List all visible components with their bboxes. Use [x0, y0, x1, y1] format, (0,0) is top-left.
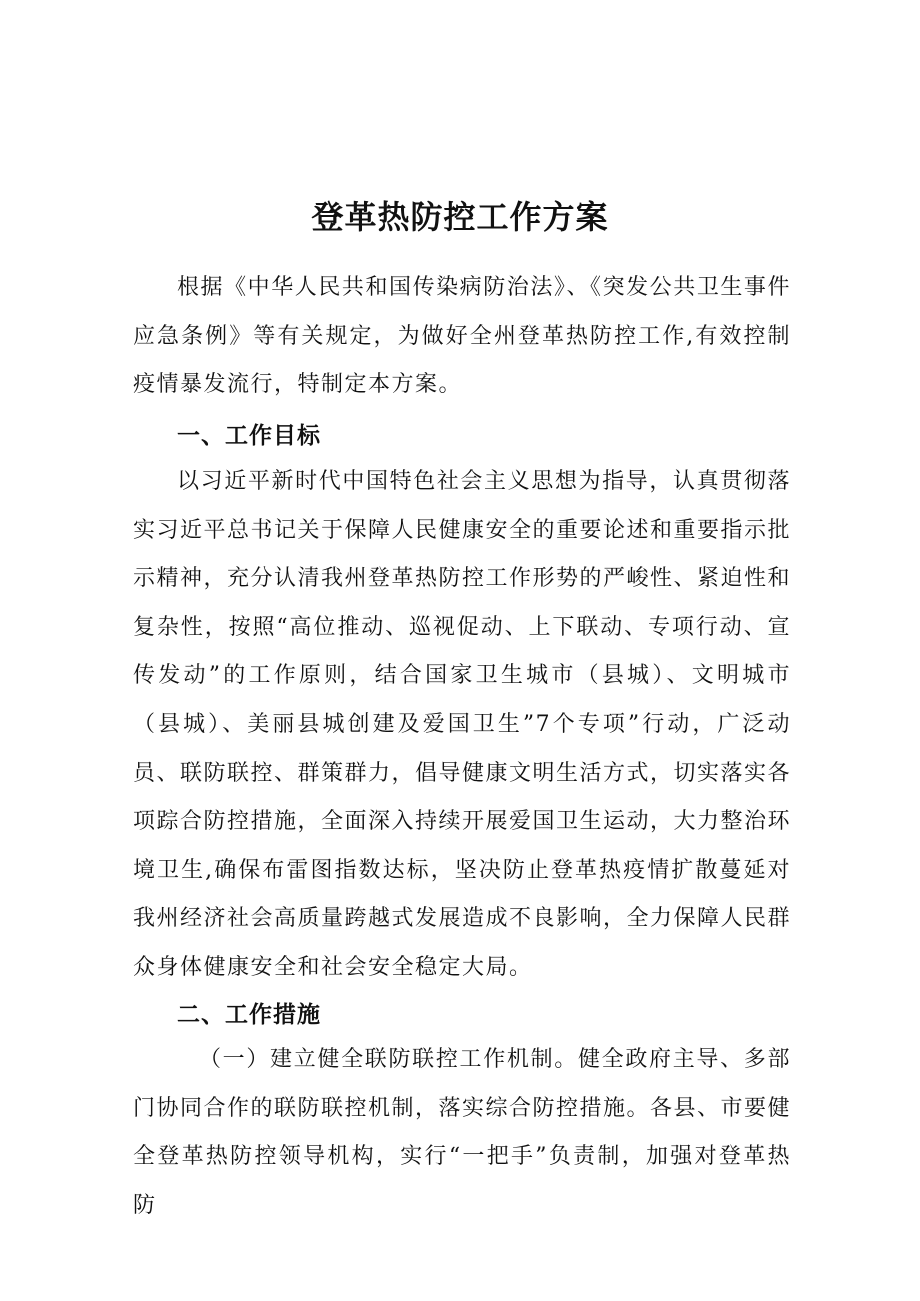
- document-title: 登革热防控工作方案: [311, 198, 609, 237]
- section-heading-work-measures: 二、工作措施: [177, 1002, 321, 1028]
- intro-paragraph: 根据《中华人民共和国传染病防治法》、《突发公共卫生事件应急条例》等有关规定，为做好全州登革热防控工作,有效控制疫情暴发流行，特制定本方案。: [133, 275, 791, 398]
- section-heading-work-goals: 一、工作目标: [177, 423, 321, 449]
- work-measures-paragraph: （一）建立健全联防联控工作机制。健全政府主导、多部门协同合作的联防联控机制，落实综合防控措施。各县、市要健全登革热防控领导机构，实行“一把手”负责制，加强对登革热防: [133, 1047, 792, 1218]
- work-goals-paragraph: 以习近平新时代中国特色社会主义思想为指导，认真贯彻落实习近平总书记关于保障人民健康安全的重要论述和重要指示批示精神，充分认清我州登革热防控工作形势的严峻性、紧迫性和复杂性，按照“高位推动、巡视促动、上下联动、专项行动、宣传发动”的工作原则，结合国家卫生城市（县城）、文明城市（县城）、美丽县城创建及爱国卫生”7个专项”行动，广泛动员、联防联控、群策群力，倡导健康文明生活方式，切实落实各项踪合防控措施，全面深入持续开展爱国卫生运动，大力整治环境卫生,确保布雷图指数达标，坚决防止登革热疫情扩散蔓延对我州经济社会高质量跨越式发展造成不良影响，全力保障人民群众身体健康安全和社会安全稳定大局。: [133, 469, 792, 980]
